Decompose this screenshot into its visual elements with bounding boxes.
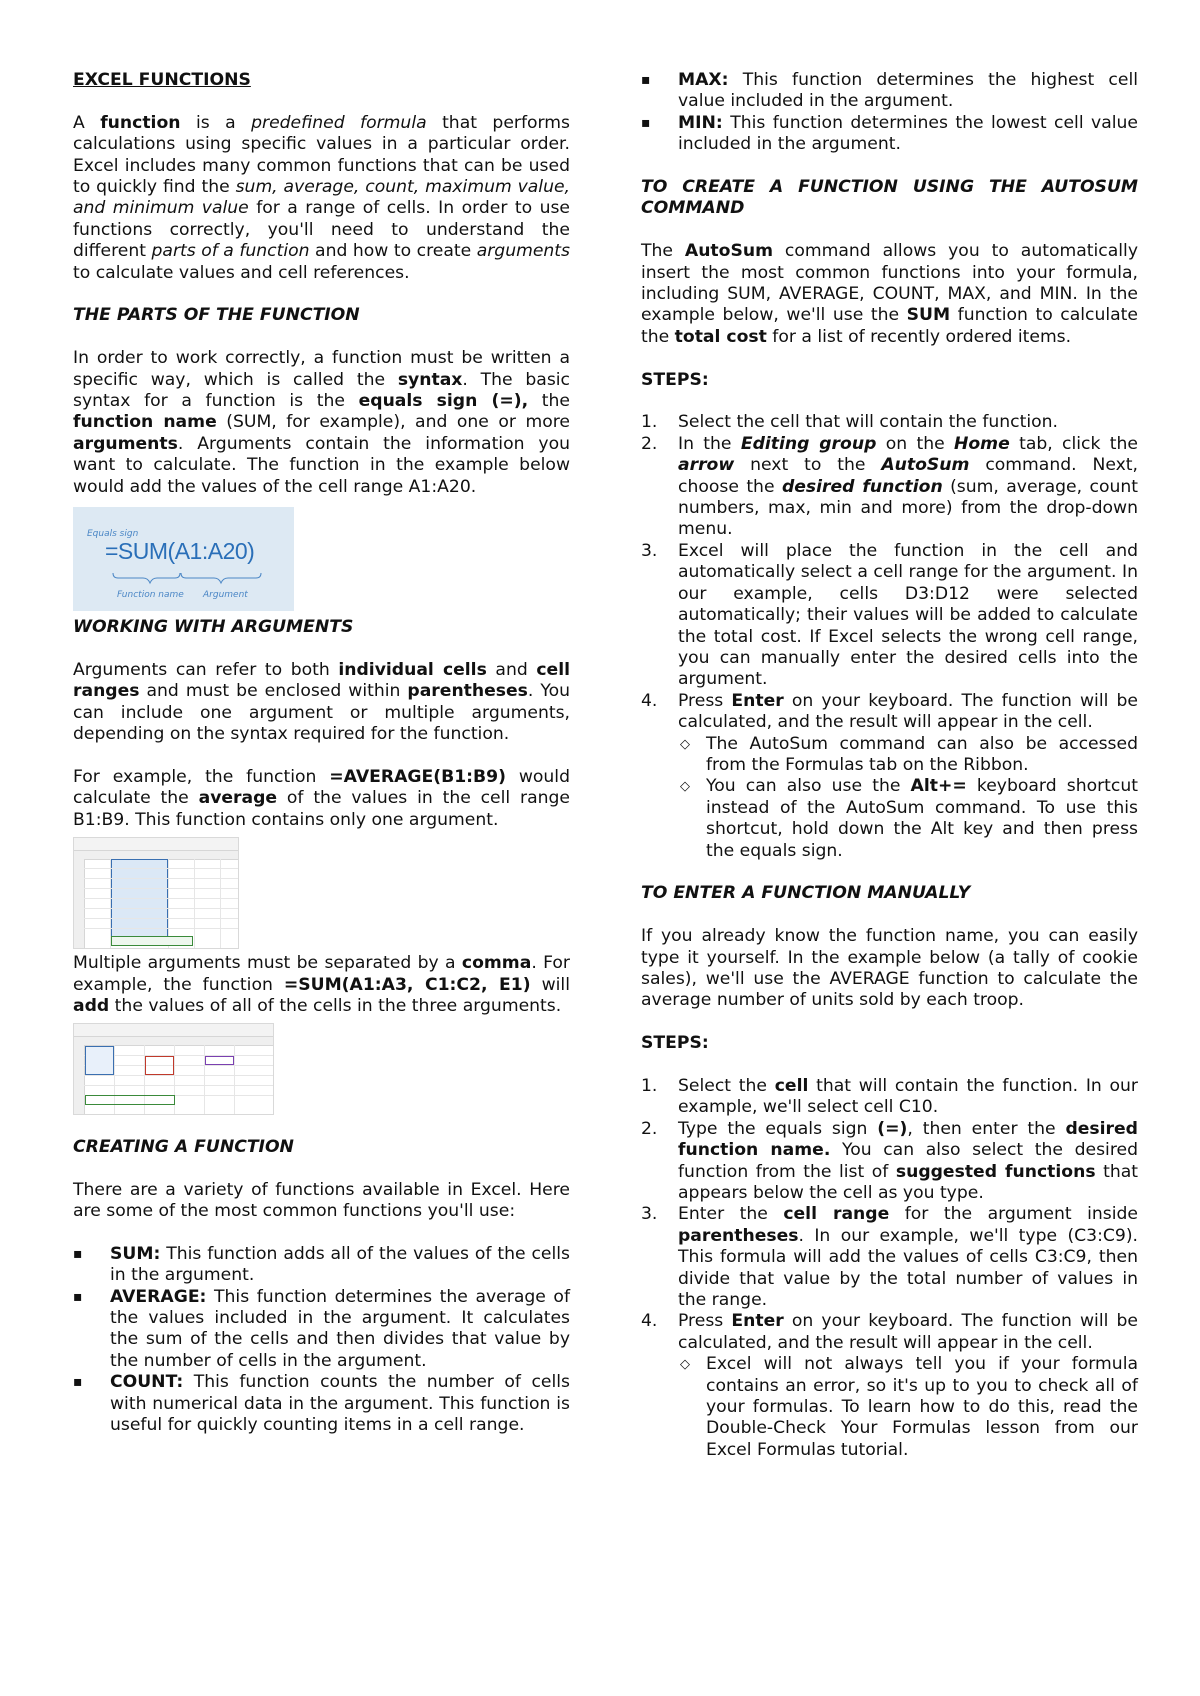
right-column: [641, 70, 1138, 1461]
diamond-bullet-icon: ◇: [680, 779, 690, 795]
autosum-steps: [641, 412, 1138, 862]
list-item: ◇ The AutoSum command can also be accessed from the Formulas tab on the Ribbon.: [680, 733, 1138, 775]
arguments-paragraph: Arguments can refer to both individual cells and cell ranges and must be enclosed within parentheses. You can include one argument or multiple arguments, depending on the syntax required for the function.: [73, 659, 570, 745]
list-item: 4. Press Enter on your keyboard. The function will be calculated, and the result will appear in the cell. ◇ Excel will not always tell you if your formula contains an error, so it's up to you to check all of your formulas. To learn how to do this, read the Double-Check Your Formulas lesson from our Excel Formulas tutorial.: [641, 1311, 1139, 1460]
document-title: EXCEL FUNCTIONS: [73, 70, 251, 90]
equals-sign-label: Equals sign: [87, 529, 139, 540]
autosum-heading: TO CREATE A FUNCTION USING THE AUTOSUM COMMAND: [641, 177, 1138, 219]
diamond-bullet-icon: ◇: [680, 1357, 690, 1373]
list-item: 4. Press Enter on your keyboard. The function will be calculated, and the result will appear in the cell. ◇ The AutoSum command can also be accessed from the Formulas tab on the Ribbon. ◇ You can also use the Alt+= keyboard shortcut instead of the AutoSum command. To use this shortcut, hold down the Alt key and then press the equals sign.: [641, 690, 1139, 861]
list-item: ▪ COUNT: This function counts the number of cells with numerical data in the argument. This function is useful for quickly counting items in a cell range.: [73, 1372, 570, 1436]
list-item: 3. Excel will place the function in the cell and automatically select a cell range for the argument. In our example, cells D3:D12 were selected automatically; their values will be added to calculate the total cost. If Excel selects the wrong cell range, you can manually enter the desired cells into the argument.: [641, 540, 1138, 690]
function-name-label: Function name: [117, 590, 184, 601]
steps-label-2: STEPS:: [641, 1033, 709, 1054]
left-column: [73, 70, 570, 1436]
list-item: ▪ MIN: This function determines the lowest cell value included in the argument.: [641, 113, 1138, 156]
sum-formula-example: =SUM(A1:A20): [105, 538, 255, 565]
autosum-intro: The AutoSum command allows you to automatically insert the most common functions into your formula, including SUM, AVERAGE, COUNT, MAX, and MIN. In the example below, we'll use the SUM function to calculate the total cost for a list of recently ordered items.: [641, 241, 1138, 347]
list-item: ▪ AVERAGE: This function determines the average of the values included in the argument. It calculates the sum of the cells and then divides that value by the number of cells in the argument.: [73, 1287, 570, 1373]
sum-multiple-args-screenshot: [73, 1023, 274, 1115]
manual-steps: [641, 1076, 1138, 1461]
list-item: 1. Select the cell that will contain the function. In our example, we'll select cell C10.: [641, 1075, 1139, 1118]
list-item: 3. Enter the cell range for the argument inside parentheses. In our example, we'll type (C3:C9). This formula will add the values of cells C3:C9, then divide that value by the total number of values in the range.: [641, 1204, 1138, 1311]
argument-label: Argument: [203, 590, 248, 601]
manual-intro: If you already know the function name, you can easily type it yourself. In the example below (a tally of cookie sales), we'll use the AVERAGE function to calculate the average number of units sold by each troop.: [641, 926, 1138, 1011]
sum-syntax-figure: [73, 507, 294, 611]
average-example-paragraph: For example, the function =AVERAGE(B1:B9) would calculate the average of the values in the cell range B1:B9. This function contains only one argument.: [73, 766, 570, 830]
autosum-tips: [678, 734, 1138, 862]
creating-intro: There are a variety of functions available in Excel. Here are some of the most common functions you'll use:: [73, 1179, 570, 1221]
list-item: 1. Select the cell that will contain the function.: [641, 412, 1059, 433]
functions-list: [73, 1244, 570, 1437]
list-item: 2. Type the equals sign (=), then enter the desired function name. You can also select the desired function from the list of suggested functions that appears below the cell as you type.: [641, 1118, 1139, 1203]
list-item: ▪ MAX: This function determines the highest cell value included in the argument.: [641, 70, 1138, 113]
diamond-bullet-icon: ◇: [680, 736, 690, 752]
list-item: ◇ Excel will not always tell you if your formula contains an error, so it's up to you to check all of your formulas. To learn how to do this, read the Double-Check Your Formulas lesson from our Excel Formulas tutorial.: [680, 1354, 1138, 1460]
intro-paragraph: A function is a predefined formula that performs calculations using specific values in a particular order. Excel includes many common functions that can be used to quickly find the sum, average, count, maximum value, and minimum value for a range of cells. In order to use functions correctly, you'll need to understand the different parts of a function and how to create arguments to calculate values and cell references.: [73, 112, 571, 283]
manual-tips: [678, 1354, 1138, 1461]
multiple-arguments-paragraph: Multiple arguments must be separated by a comma. For example, the function =SUM(A1:A3, C1:C2, E1) will add the values of all of the cells in the three arguments.: [73, 953, 570, 1016]
parts-heading: THE PARTS OF THE FUNCTION: [73, 305, 360, 326]
list-item: ◇ You can also use the Alt+= keyboard shortcut instead of the AutoSum command. To use this shortcut, hold down the Alt key and then press the equals sign.: [680, 776, 1138, 861]
list-item: 2. In the Editing group on the Home tab, click the arrow next to the AutoSum command. Next, choose the desired function (sum, average, count numbers, max, min and more) from the drop-down menu.: [641, 433, 1138, 540]
manual-heading: TO ENTER A FUNCTION MANUALLY: [641, 883, 971, 904]
list-item: ▪ SUM: This function adds all of the values of the cells in the argument.: [73, 1244, 570, 1287]
creating-heading: CREATING A FUNCTION: [73, 1136, 294, 1157]
arguments-heading: WORKING WITH ARGUMENTS: [73, 617, 354, 638]
parts-paragraph: In order to work correctly, a function must be written a specific way, which is called the syntax. The basic syntax for a function is the equals sign (=), the function name (SUM, for example), and one or more arguments. Arguments contain the information you want to calculate. The function in the example below would add the values of the cell range A1:A20.: [73, 348, 571, 497]
average-spreadsheet-screenshot: [73, 837, 239, 949]
functions-list-continued: [641, 70, 1138, 156]
steps-label: STEPS:: [641, 369, 709, 390]
